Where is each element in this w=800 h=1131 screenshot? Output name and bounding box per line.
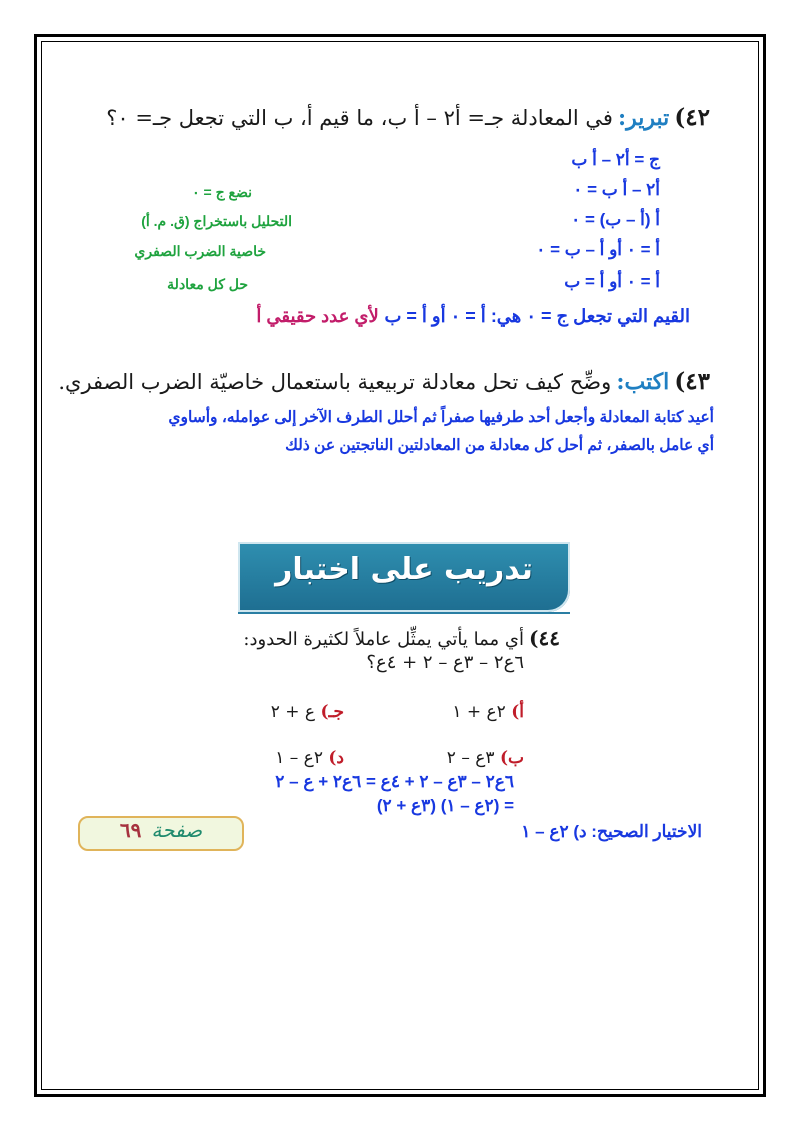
q44-option-a-label: أ) — [511, 702, 524, 722]
q44-answer: الاختيار الصحيح: د) ٢ع – ١ — [521, 822, 702, 841]
q44-option-a[interactable] — [452, 702, 524, 722]
q42-tag: تبرير: — [618, 105, 670, 131]
q42-text: في المعادلة جـ= أ٢ – أ ب، ما قيم أ، ب التي تجعل جـ= ٠؟ — [106, 106, 613, 130]
q44-option-d-label: د) — [328, 748, 344, 768]
q44-option-b-text: ٣ع – ٢ — [446, 748, 495, 768]
page-label-text: صفحة — [151, 818, 203, 842]
q44-question — [243, 626, 560, 650]
test-practice-title: تدريب على اختبار — [275, 552, 533, 587]
q44-polynomial: ٦ع٢ – ٣ع – ٢ + ٤ع؟ — [366, 652, 524, 673]
q42-step-2: أ٢ – أ ب = ٠ — [573, 180, 660, 199]
q43-question — [58, 368, 710, 395]
q42-note-3: خاصية الضرب الصفري — [134, 243, 266, 259]
q43-tag: اكتب: — [616, 369, 670, 395]
q42-answer-suffix: لأي عدد حقيقي أ — [256, 306, 379, 326]
q44-option-d[interactable] — [275, 748, 344, 768]
page-number-value: ٦٩ — [119, 818, 142, 842]
q44-work-line-1: ٦ع٢ – ٣ع – ٢ + ٤ع = ٦ع٢ + ع – ٢ — [275, 772, 514, 791]
q42-question — [106, 104, 710, 131]
q42-step-5: أ = ٠ أو أ = ب — [564, 272, 660, 291]
q42-step-4: أ = ٠ أو أ – ب = ٠ — [536, 240, 660, 259]
q44-option-c[interactable] — [271, 702, 344, 722]
q43-text: وضِّح كيف تحل معادلة تربيعية باستعمال خاصيّة الضرب الصفري. — [58, 370, 612, 394]
q44-work-line-2: = (٢ع – ١) (٣ع + ٢) — [376, 796, 514, 815]
q42-step-1: ج = أ٢ – أ ب — [571, 150, 660, 169]
q44-option-b[interactable] — [447, 748, 524, 768]
q42-answer — [256, 306, 690, 327]
q44-option-d-text: ٢ع – ١ — [275, 748, 323, 768]
q44-text: أي مما يأتي يمثِّل عاملاً لكثيرة الحدود: — [243, 629, 524, 650]
banner-underline — [238, 612, 570, 614]
q43-answer-line-1: أعيد كتابة المعادلة وأجعل أحد طرفيها صفراً ثم أحلل الطرف الآخر إلى عوامله، وأساوي — [168, 409, 714, 426]
q42-number: ٤٢) — [674, 104, 710, 131]
q42-note-2: التحليل باستخراج (ق. م. أ) — [141, 213, 292, 229]
q44-option-c-label: جـ) — [320, 702, 344, 722]
q42-answer-prefix: القيم التي تجعل ج = ٠ هي: أ = ٠ أو أ = ب — [384, 306, 690, 326]
q44-option-b-label: ب) — [499, 748, 524, 768]
q44-number: ٤٤) — [529, 626, 560, 650]
q42-note-4: حل كل معادلة — [167, 276, 248, 292]
q42-note-1: نضع ج = ٠ — [192, 184, 252, 200]
q43-answer-line-2: أي عامل بالصفر، ثم أحل كل معادلة من المعادلتين الناتجتين عن ذلك — [285, 437, 714, 454]
q42-step-3: أ (أ – ب) = ٠ — [571, 210, 660, 229]
q44-option-c-text: ع + ٢ — [270, 702, 316, 722]
q44-option-a-text: ٢ع + ١ — [452, 702, 506, 722]
q43-number: ٤٣) — [674, 368, 710, 395]
page-number — [78, 818, 244, 842]
